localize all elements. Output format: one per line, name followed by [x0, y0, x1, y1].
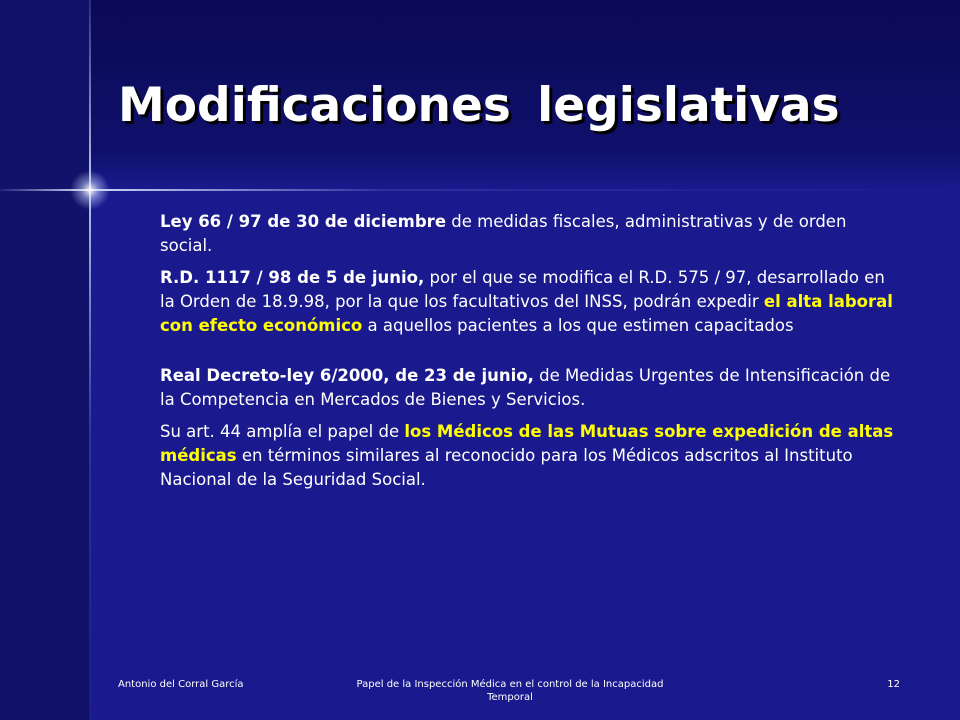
- paragraph-rdl-6-2000: [160, 364, 900, 412]
- paragraph-text: en términos similares al reconocido para los Médicos adscritos al Instituto Nacional de la Seguridad Social.: [160, 446, 853, 489]
- footer-page-number: 12: [887, 679, 900, 690]
- footer-author: Antonio del Corral García: [118, 679, 244, 690]
- paragraph-text: por el que se modifica el R.D. 575 / 97, desarrollado en la Orden de 18.9.98, por la que los facultativos del INSS, podrán expedir: [160, 268, 885, 311]
- law-reference: Ley 66 / 97 de 30 de diciembre: [160, 212, 447, 231]
- paragraph-ley-66: [160, 210, 900, 258]
- highlight-text: el alta laboral con efecto económico: [160, 292, 893, 335]
- law-reference: Real Decreto-ley 6/2000, de 23 de junio,: [160, 366, 534, 385]
- slide-title: Modificaciones legislativas: [118, 78, 840, 133]
- paragraph-text: de Medidas Urgentes de Intensificación de la Competencia en Mercados de Bienes y Servicios.: [160, 366, 891, 409]
- paragraph-art-44: [160, 420, 900, 492]
- paragraph-text: de medidas fiscales, administrativas y de orden social.: [160, 212, 847, 255]
- law-reference: R.D. 1117 / 98 de 5 de junio,: [160, 268, 425, 287]
- sparkle-icon: [70, 170, 110, 210]
- paragraph-text: a aquellos pacientes a los que estimen capacitados: [362, 316, 794, 335]
- decor-vertical-line: [89, 0, 91, 720]
- footer-subject: Papel de la Inspección Médica en el control de la Incapacidad Temporal: [356, 679, 664, 703]
- highlight-text: los Médicos de las Mutuas sobre expedición de altas médicas: [160, 422, 894, 465]
- paragraph-text: Su art. 44 amplía el papel de: [160, 422, 405, 441]
- paragraph-rd-1117: [160, 266, 900, 338]
- left-panel: [0, 0, 90, 720]
- slide-body: [160, 210, 900, 500]
- decor-horizontal-line: [0, 189, 960, 191]
